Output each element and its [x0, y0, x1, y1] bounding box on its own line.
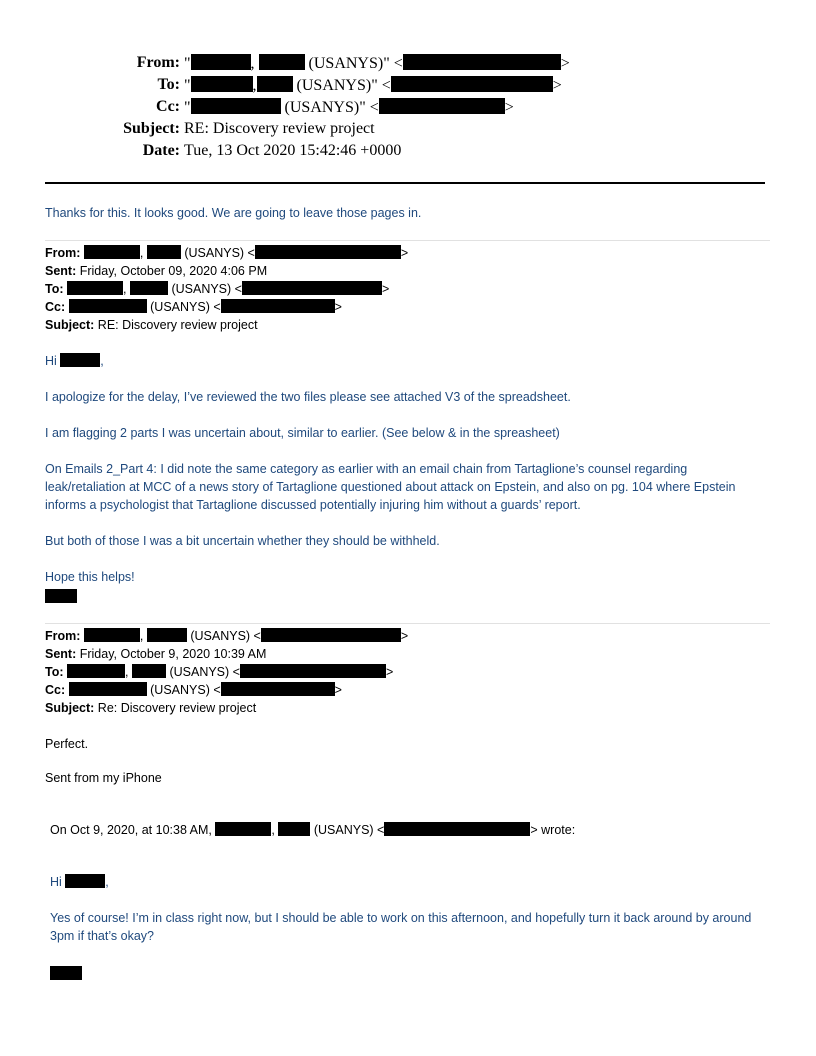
- angle-bracket: >: [334, 683, 342, 697]
- header-subject: RE: Discovery review project: [184, 120, 375, 137]
- msg3-body: Yes of course! I’m in class right now, but I should be able to work on this afternoon, and hopefully turn it back around by around 3pm if that’s okay?: [50, 911, 752, 943]
- redaction: [67, 664, 125, 678]
- header-divider: [45, 182, 765, 184]
- sent-date: Friday, October 09, 2020 4:06 PM: [79, 264, 268, 278]
- msg3-greeting: [50, 873, 109, 891]
- header-cc-org: (USANYS)" <: [284, 99, 379, 116]
- comma: ,: [139, 246, 144, 260]
- redaction: [221, 299, 335, 313]
- angle-bracket: >: [504, 99, 514, 116]
- msg2-sent-row: [45, 645, 266, 663]
- msg2-body-1: Perfect.: [45, 737, 89, 751]
- comma: ,: [125, 665, 129, 679]
- redaction: [242, 281, 382, 295]
- redaction: [147, 245, 181, 259]
- msg1-paragraph-2: I am flagging 2 parts I was uncertain about, similar to earlier. (See below & in the spreasheet): [45, 426, 560, 440]
- cc-org: (USANYS) <: [150, 300, 221, 314]
- header-subject-label: Subject:: [123, 120, 180, 137]
- subject: Re: Discovery review project: [97, 701, 257, 715]
- redaction: [191, 76, 253, 92]
- msg1-sent-row: [45, 262, 267, 280]
- comma: ,: [252, 77, 257, 94]
- from-org: (USANYS) <: [184, 246, 255, 260]
- intro-suffix: > wrote:: [530, 823, 576, 837]
- greeting: Hi: [45, 354, 57, 368]
- msg2-to-row: [45, 663, 393, 681]
- redaction: [215, 822, 271, 836]
- msg1-paragraph-3: On Emails 2_Part 4: I did note the same category as earlier with an email chain from Tartaglione’s counsel regarding leak/retaliation at MCC of a news story of Tartaglione questioned about attack on Epstein, and also on pg. 104 where Epstein informs a psychologist that Tartaglione discussed potentially injuring him without a guards’ report.: [45, 462, 736, 512]
- redaction: [384, 822, 530, 836]
- angle-bracket: >: [381, 282, 390, 296]
- to-org: (USANYS) <: [169, 665, 240, 679]
- redaction: [191, 54, 251, 70]
- cc-label: Cc:: [45, 683, 66, 697]
- message-divider: [45, 623, 770, 624]
- redaction: [67, 281, 123, 295]
- redaction: [60, 353, 100, 367]
- header-to-org: (USANYS)" <: [296, 77, 391, 94]
- intro-prefix: On Oct 9, 2020, at 10:38 AM,: [50, 823, 212, 837]
- msg1-greeting: [45, 352, 104, 370]
- msg1-cc-row: [45, 298, 342, 316]
- angle-bracket: >: [334, 300, 342, 314]
- comma: ,: [250, 55, 255, 72]
- to-org: (USANYS) <: [171, 282, 242, 296]
- cc-org: (USANYS) <: [150, 683, 221, 697]
- message-divider: [45, 240, 770, 241]
- quote-mark: ": [184, 77, 191, 94]
- header-from-label: From:: [136, 54, 180, 71]
- from-label: From:: [45, 246, 81, 260]
- header-cc-label: Cc:: [156, 98, 180, 115]
- sent-date: Friday, October 9, 2020 10:39 AM: [79, 647, 267, 661]
- msg2-subject-row: [45, 699, 256, 717]
- intro-org: (USANYS) <: [313, 823, 385, 837]
- angle-bracket: >: [560, 55, 570, 72]
- to-label: To:: [45, 665, 64, 679]
- redaction: [391, 76, 553, 92]
- msg2-cc-row: [45, 681, 342, 699]
- comma: ,: [123, 282, 127, 296]
- redaction: [255, 245, 401, 259]
- comma: ,: [105, 875, 109, 889]
- msg1-to-row: [45, 280, 389, 298]
- redaction: [240, 664, 386, 678]
- redaction: [261, 628, 401, 642]
- angle-bracket: >: [400, 246, 409, 260]
- subject: RE: Discovery review project: [97, 318, 258, 332]
- signature-redaction: [45, 589, 77, 603]
- msg3-intro: [50, 821, 575, 839]
- msg1-paragraph-5: Hope this helps!: [45, 570, 135, 584]
- msg1-from-row: [45, 244, 408, 262]
- redaction: [84, 245, 140, 259]
- from-org: (USANYS) <: [190, 629, 261, 643]
- comma: ,: [100, 354, 104, 368]
- angle-bracket: >: [552, 77, 562, 94]
- redaction: [147, 628, 187, 642]
- redaction: [278, 822, 310, 836]
- quote-mark: ": [184, 99, 191, 116]
- to-label: To:: [45, 282, 64, 296]
- redaction: [191, 98, 281, 114]
- subject-label: Subject:: [45, 318, 95, 332]
- angle-bracket: >: [400, 629, 409, 643]
- header-to-label: To:: [157, 76, 180, 93]
- quote-mark: ": [184, 55, 191, 72]
- sent-label: Sent:: [45, 264, 77, 278]
- comma: ,: [139, 629, 144, 643]
- redaction: [132, 664, 166, 678]
- comma: ,: [271, 823, 275, 837]
- sent-label: Sent:: [45, 647, 77, 661]
- redaction: [403, 54, 561, 70]
- signature-redaction: [50, 966, 82, 980]
- redaction: [130, 281, 168, 295]
- msg2-body-2: Sent from my iPhone: [45, 771, 162, 785]
- header-from-org: (USANYS)" <: [308, 55, 403, 72]
- cc-label: Cc:: [45, 300, 66, 314]
- redaction: [65, 874, 105, 888]
- header-date: Tue, 13 Oct 2020 15:42:46 +0000: [184, 142, 402, 159]
- redaction: [257, 76, 293, 92]
- header-date-label: Date:: [142, 142, 180, 159]
- greeting: Hi: [50, 875, 62, 889]
- reply-body: Thanks for this. It looks good. We are going to leave those pages in.: [45, 206, 422, 220]
- angle-bracket: >: [385, 665, 394, 679]
- from-label: From:: [45, 629, 81, 643]
- redaction: [69, 299, 147, 313]
- subject-label: Subject:: [45, 701, 95, 715]
- msg1-paragraph-4: But both of those I was a bit uncertain whether they should be withheld.: [45, 534, 440, 548]
- redaction: [379, 98, 505, 114]
- redaction: [69, 682, 147, 696]
- redaction: [84, 628, 140, 642]
- msg1-subject-row: [45, 316, 258, 334]
- msg2-from-row: [45, 627, 408, 645]
- redaction: [259, 54, 305, 70]
- redaction: [221, 682, 335, 696]
- msg1-paragraph-1: I apologize for the delay, I’ve reviewed the two files please see attached V3 of the spreadsheet.: [45, 390, 571, 404]
